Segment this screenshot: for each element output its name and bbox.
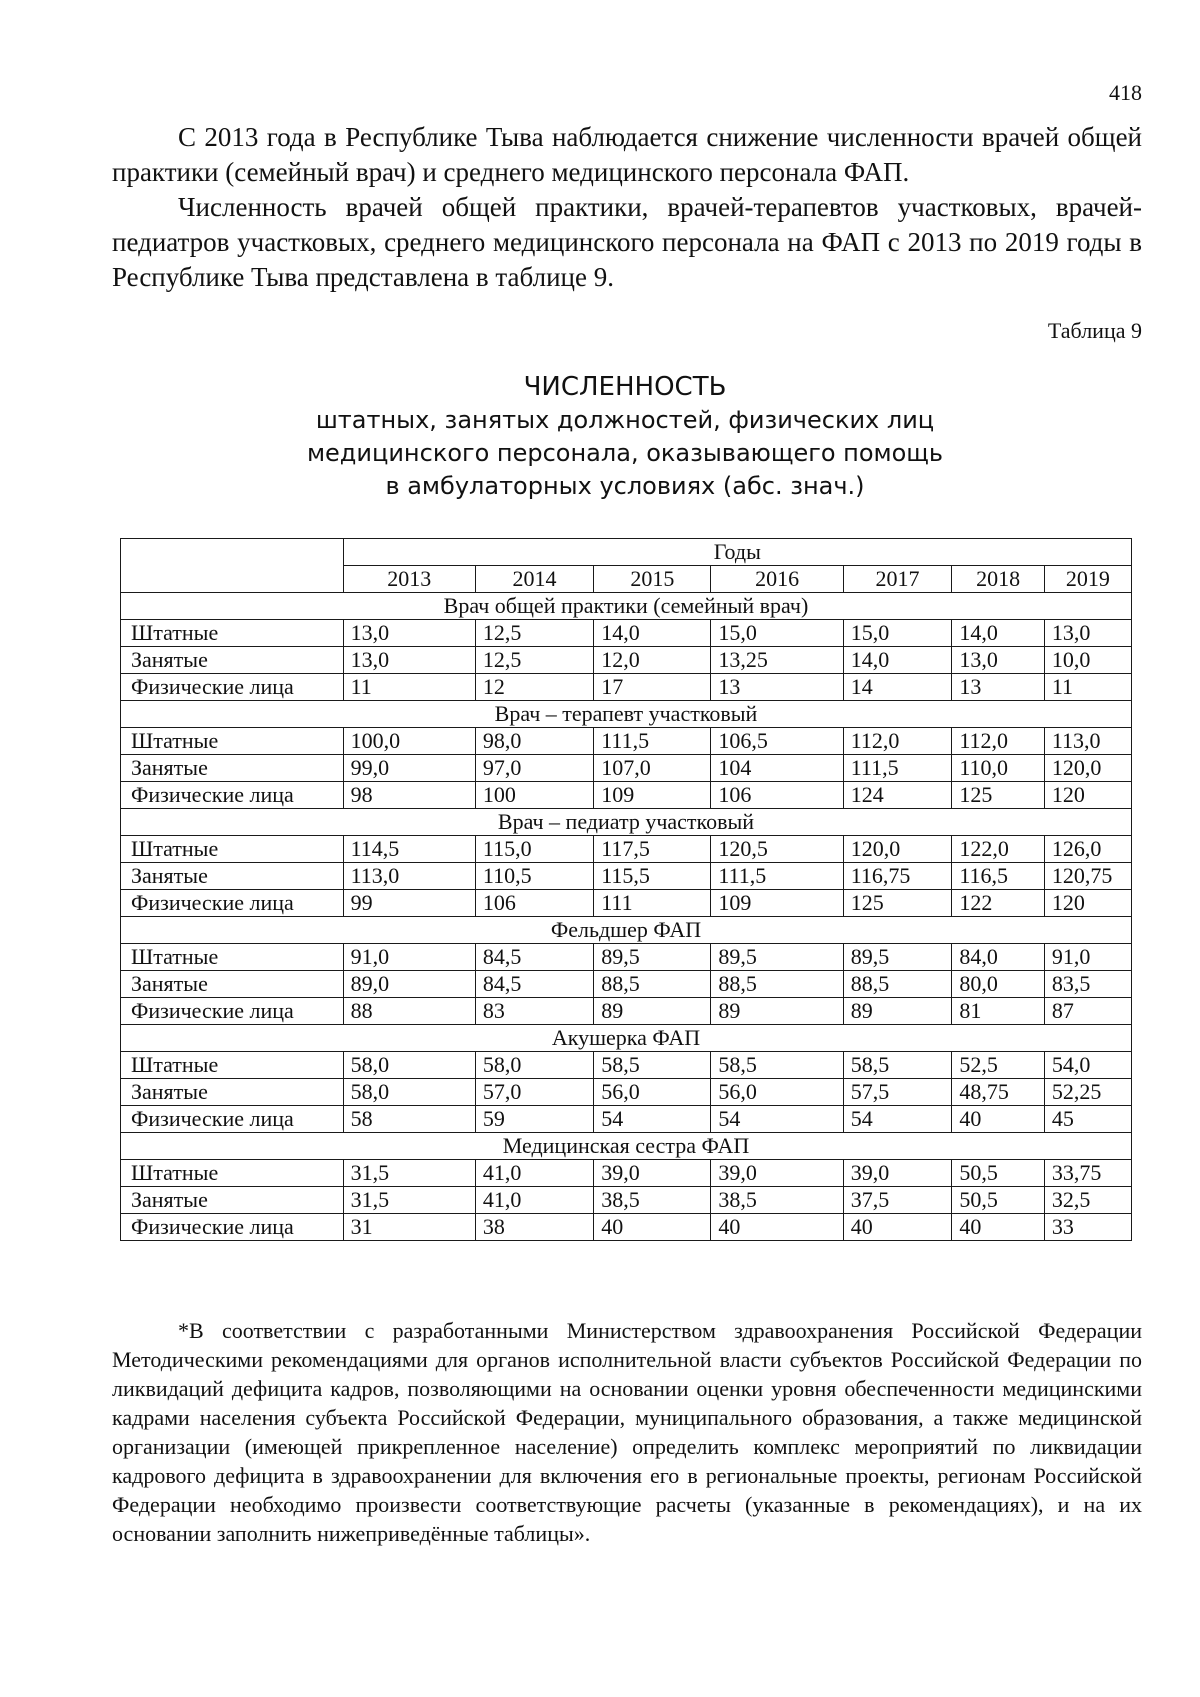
- section-row: [121, 701, 1132, 728]
- value-cell: 10,0: [1044, 647, 1131, 674]
- footnote: [112, 1316, 1142, 1548]
- value-cell: 33: [1044, 1214, 1131, 1241]
- table-row: [121, 755, 1132, 782]
- section-title: Акушерка ФАП: [121, 1025, 1132, 1052]
- value-cell: 100: [475, 782, 593, 809]
- table-row: [121, 971, 1132, 998]
- row-label: Штатные: [121, 836, 344, 863]
- table-row: [121, 1052, 1132, 1079]
- value-cell: 54: [843, 1106, 952, 1133]
- value-cell: 39,0: [843, 1160, 952, 1187]
- row-label: Штатные: [121, 1052, 344, 1079]
- value-cell: 106: [475, 890, 593, 917]
- section-row: [121, 1133, 1132, 1160]
- value-cell: 58: [343, 1106, 475, 1133]
- year-header-cell: 2018: [952, 566, 1044, 593]
- value-cell: 54,0: [1044, 1052, 1131, 1079]
- table-row: [121, 1106, 1132, 1133]
- value-cell: 58,0: [475, 1052, 593, 1079]
- value-cell: 12,0: [594, 647, 711, 674]
- table-row: [121, 674, 1132, 701]
- value-cell: 115,0: [475, 836, 593, 863]
- value-cell: 31,5: [343, 1160, 475, 1187]
- row-label: Физические лица: [121, 998, 344, 1025]
- table-row: [121, 782, 1132, 809]
- value-cell: 40: [594, 1214, 711, 1241]
- value-cell: 83,5: [1044, 971, 1131, 998]
- row-label: Физические лица: [121, 674, 344, 701]
- header-empty-cell: [121, 539, 344, 593]
- value-cell: 88,5: [711, 971, 843, 998]
- value-cell: 58,5: [594, 1052, 711, 1079]
- value-cell: 41,0: [475, 1160, 593, 1187]
- value-cell: 100,0: [343, 728, 475, 755]
- value-cell: 89: [594, 998, 711, 1025]
- value-cell: 125: [952, 782, 1044, 809]
- value-cell: 120: [1044, 890, 1131, 917]
- value-cell: 13,0: [343, 647, 475, 674]
- value-cell: 84,5: [475, 944, 593, 971]
- year-header-cell: 2013: [343, 566, 475, 593]
- intro-paragraph-1: С 2013 года в Республике Тыва наблюдается снижение численности врачей общей практики (семейный врач) и среднего медицинского персонала ФАП.: [112, 122, 1142, 187]
- value-cell: 98: [343, 782, 475, 809]
- value-cell: 13,25: [711, 647, 843, 674]
- section-row: [121, 593, 1132, 620]
- table-row: [121, 1079, 1132, 1106]
- year-header-cell: 2016: [711, 566, 843, 593]
- value-cell: 38: [475, 1214, 593, 1241]
- value-cell: 83: [475, 998, 593, 1025]
- year-header-cell: 2014: [475, 566, 593, 593]
- value-cell: 120,0: [1044, 755, 1131, 782]
- value-cell: 125: [843, 890, 952, 917]
- section-row: [121, 917, 1132, 944]
- row-label: Занятые: [121, 1187, 344, 1214]
- value-cell: 111,5: [843, 755, 952, 782]
- value-cell: 111: [594, 890, 711, 917]
- value-cell: 58,5: [711, 1052, 843, 1079]
- table-body: [121, 593, 1132, 1241]
- value-cell: 115,5: [594, 863, 711, 890]
- value-cell: 120,75: [1044, 863, 1131, 890]
- value-cell: 114,5: [343, 836, 475, 863]
- value-cell: 32,5: [1044, 1187, 1131, 1214]
- section-title: Врач – педиатр участковый: [121, 809, 1132, 836]
- value-cell: 13: [952, 674, 1044, 701]
- row-label: Штатные: [121, 944, 344, 971]
- value-cell: 14: [843, 674, 952, 701]
- value-cell: 58,0: [343, 1079, 475, 1106]
- value-cell: 13,0: [1044, 620, 1131, 647]
- value-cell: 38,5: [711, 1187, 843, 1214]
- section-title: Фельдшер ФАП: [121, 917, 1132, 944]
- section-row: [121, 809, 1132, 836]
- table-row: [121, 1214, 1132, 1241]
- value-cell: 98,0: [475, 728, 593, 755]
- row-label: Физические лица: [121, 782, 344, 809]
- row-label: Занятые: [121, 971, 344, 998]
- value-cell: 88,5: [843, 971, 952, 998]
- value-cell: 15,0: [711, 620, 843, 647]
- value-cell: 91,0: [343, 944, 475, 971]
- value-cell: 38,5: [594, 1187, 711, 1214]
- value-cell: 57,0: [475, 1079, 593, 1106]
- value-cell: 106,5: [711, 728, 843, 755]
- value-cell: 13,0: [952, 647, 1044, 674]
- year-header-cell: 2015: [594, 566, 711, 593]
- table-title-line-2: медицинского персонала, оказывающего помощь: [306, 439, 944, 467]
- value-cell: 15,0: [843, 620, 952, 647]
- value-cell: 113,0: [1044, 728, 1131, 755]
- value-cell: 48,75: [952, 1079, 1044, 1106]
- value-cell: 89: [843, 998, 952, 1025]
- year-header-cell: 2019: [1044, 566, 1131, 593]
- value-cell: 99: [343, 890, 475, 917]
- row-label: Занятые: [121, 1079, 344, 1106]
- table-row: [121, 863, 1132, 890]
- row-label: Штатные: [121, 620, 344, 647]
- value-cell: 58,5: [843, 1052, 952, 1079]
- value-cell: 12: [475, 674, 593, 701]
- value-cell: 120,5: [711, 836, 843, 863]
- table-row: [121, 1160, 1132, 1187]
- value-cell: 40: [952, 1106, 1044, 1133]
- value-cell: 99,0: [343, 755, 475, 782]
- value-cell: 110,5: [475, 863, 593, 890]
- row-label: Занятые: [121, 755, 344, 782]
- value-cell: 112,0: [843, 728, 952, 755]
- value-cell: 89: [711, 998, 843, 1025]
- value-cell: 57,5: [843, 1079, 952, 1106]
- table-title-line-3: в амбулаторных условиях (абс. знач.): [385, 472, 865, 500]
- value-cell: 126,0: [1044, 836, 1131, 863]
- value-cell: 14,0: [952, 620, 1044, 647]
- value-cell: 109: [711, 890, 843, 917]
- row-label: Физические лица: [121, 1106, 344, 1133]
- value-cell: 11: [343, 674, 475, 701]
- value-cell: 52,25: [1044, 1079, 1131, 1106]
- table-title-line-1: штатных, занятых должностей, физических лиц: [315, 406, 935, 434]
- value-cell: 17: [594, 674, 711, 701]
- value-cell: 111,5: [711, 863, 843, 890]
- value-cell: 56,0: [711, 1079, 843, 1106]
- value-cell: 31: [343, 1214, 475, 1241]
- value-cell: 104: [711, 755, 843, 782]
- year-header-cell: 2017: [843, 566, 952, 593]
- value-cell: 109: [594, 782, 711, 809]
- value-cell: 122: [952, 890, 1044, 917]
- value-cell: 50,5: [952, 1160, 1044, 1187]
- value-cell: 33,75: [1044, 1160, 1131, 1187]
- table-row: [121, 836, 1132, 863]
- value-cell: 89,0: [343, 971, 475, 998]
- value-cell: 111,5: [594, 728, 711, 755]
- value-cell: 106: [711, 782, 843, 809]
- value-cell: 37,5: [843, 1187, 952, 1214]
- table-row: [121, 944, 1132, 971]
- value-cell: 52,5: [952, 1052, 1044, 1079]
- row-label: Штатные: [121, 728, 344, 755]
- value-cell: 14,0: [594, 620, 711, 647]
- value-cell: 120: [1044, 782, 1131, 809]
- value-cell: 97,0: [475, 755, 593, 782]
- value-cell: 112,0: [952, 728, 1044, 755]
- value-cell: 88,5: [594, 971, 711, 998]
- table-row: [121, 1187, 1132, 1214]
- value-cell: 12,5: [475, 647, 593, 674]
- value-cell: 88: [343, 998, 475, 1025]
- value-cell: 59: [475, 1106, 593, 1133]
- value-cell: 122,0: [952, 836, 1044, 863]
- value-cell: 84,5: [475, 971, 593, 998]
- value-cell: 40: [711, 1214, 843, 1241]
- value-cell: 11: [1044, 674, 1131, 701]
- value-cell: 40: [952, 1214, 1044, 1241]
- value-cell: 110,0: [952, 755, 1044, 782]
- value-cell: 39,0: [711, 1160, 843, 1187]
- section-title: Врач – терапевт участковый: [121, 701, 1132, 728]
- row-label: Физические лица: [121, 1214, 344, 1241]
- table-row: [121, 647, 1132, 674]
- years-header: Годы: [343, 539, 1131, 566]
- table-label: Таблица 9: [1047, 318, 1142, 343]
- value-cell: 80,0: [952, 971, 1044, 998]
- value-cell: 54: [711, 1106, 843, 1133]
- value-cell: 58,0: [343, 1052, 475, 1079]
- value-cell: 116,75: [843, 863, 952, 890]
- value-cell: 107,0: [594, 755, 711, 782]
- row-label: Физические лица: [121, 890, 344, 917]
- table-row: [121, 890, 1132, 917]
- section-row: [121, 1025, 1132, 1052]
- value-cell: 56,0: [594, 1079, 711, 1106]
- value-cell: 124: [843, 782, 952, 809]
- section-title: Медицинская сестра ФАП: [121, 1133, 1132, 1160]
- value-cell: 50,5: [952, 1187, 1044, 1214]
- value-cell: 116,5: [952, 863, 1044, 890]
- value-cell: 91,0: [1044, 944, 1131, 971]
- footnote-text: *В соответствии с разработанными Министерством здравоохранения Российской Федерации Методическими рекомендациями для органов исполнительной власти субъектов Российской Федерации по ликвидаций дефицита кадров, позволяющими на основании оценки уровня обеспеченности медицинскими кадрами населения субъекта Российской Федерации, муниципального образования, а также медицинской организации (имеющей прикрепленное население) определить комплекс мероприятий по ликвидации кадрового дефицита в здравоохранении для включения его в региональные проекты, регионам Российской Федерации необходимо произвести соответствующие расчеты (указанные в рекомендациях), и на их основании заполнить нижеприведённые таблицы».: [112, 1318, 1142, 1546]
- staffing-table: [120, 538, 1132, 1241]
- page-number: 418: [1109, 80, 1142, 105]
- value-cell: 54: [594, 1106, 711, 1133]
- table-row: [121, 998, 1132, 1025]
- table-row: [121, 620, 1132, 647]
- value-cell: 81: [952, 998, 1044, 1025]
- value-cell: 13: [711, 674, 843, 701]
- value-cell: 13,0: [343, 620, 475, 647]
- value-cell: 31,5: [343, 1187, 475, 1214]
- value-cell: 84,0: [952, 944, 1044, 971]
- value-cell: 40: [843, 1214, 952, 1241]
- table-row: [121, 728, 1132, 755]
- row-label: Занятые: [121, 863, 344, 890]
- value-cell: 89,5: [594, 944, 711, 971]
- intro-paragraph-2: Численность врачей общей практики, врачей-терапевтов участковых, врачей-педиатров участковых, среднего медицинского персонала на ФАП с 2013 по 2019 годы в Республике Тыва представлена в таблице 9.: [112, 192, 1142, 292]
- value-cell: 12,5: [475, 620, 593, 647]
- value-cell: 117,5: [594, 836, 711, 863]
- value-cell: 41,0: [475, 1187, 593, 1214]
- row-label: Штатные: [121, 1160, 344, 1187]
- row-label: Занятые: [121, 647, 344, 674]
- table-title-main: ЧИСЛЕННОСТЬ: [523, 372, 727, 402]
- table-title: [300, 370, 950, 503]
- value-cell: 113,0: [343, 863, 475, 890]
- section-title: Врач общей практики (семейный врач): [121, 593, 1132, 620]
- intro-text: [112, 120, 1142, 295]
- table-header: [121, 539, 1132, 593]
- value-cell: 89,5: [843, 944, 952, 971]
- value-cell: 87: [1044, 998, 1131, 1025]
- value-cell: 120,0: [843, 836, 952, 863]
- value-cell: 14,0: [843, 647, 952, 674]
- value-cell: 89,5: [711, 944, 843, 971]
- value-cell: 45: [1044, 1106, 1131, 1133]
- value-cell: 39,0: [594, 1160, 711, 1187]
